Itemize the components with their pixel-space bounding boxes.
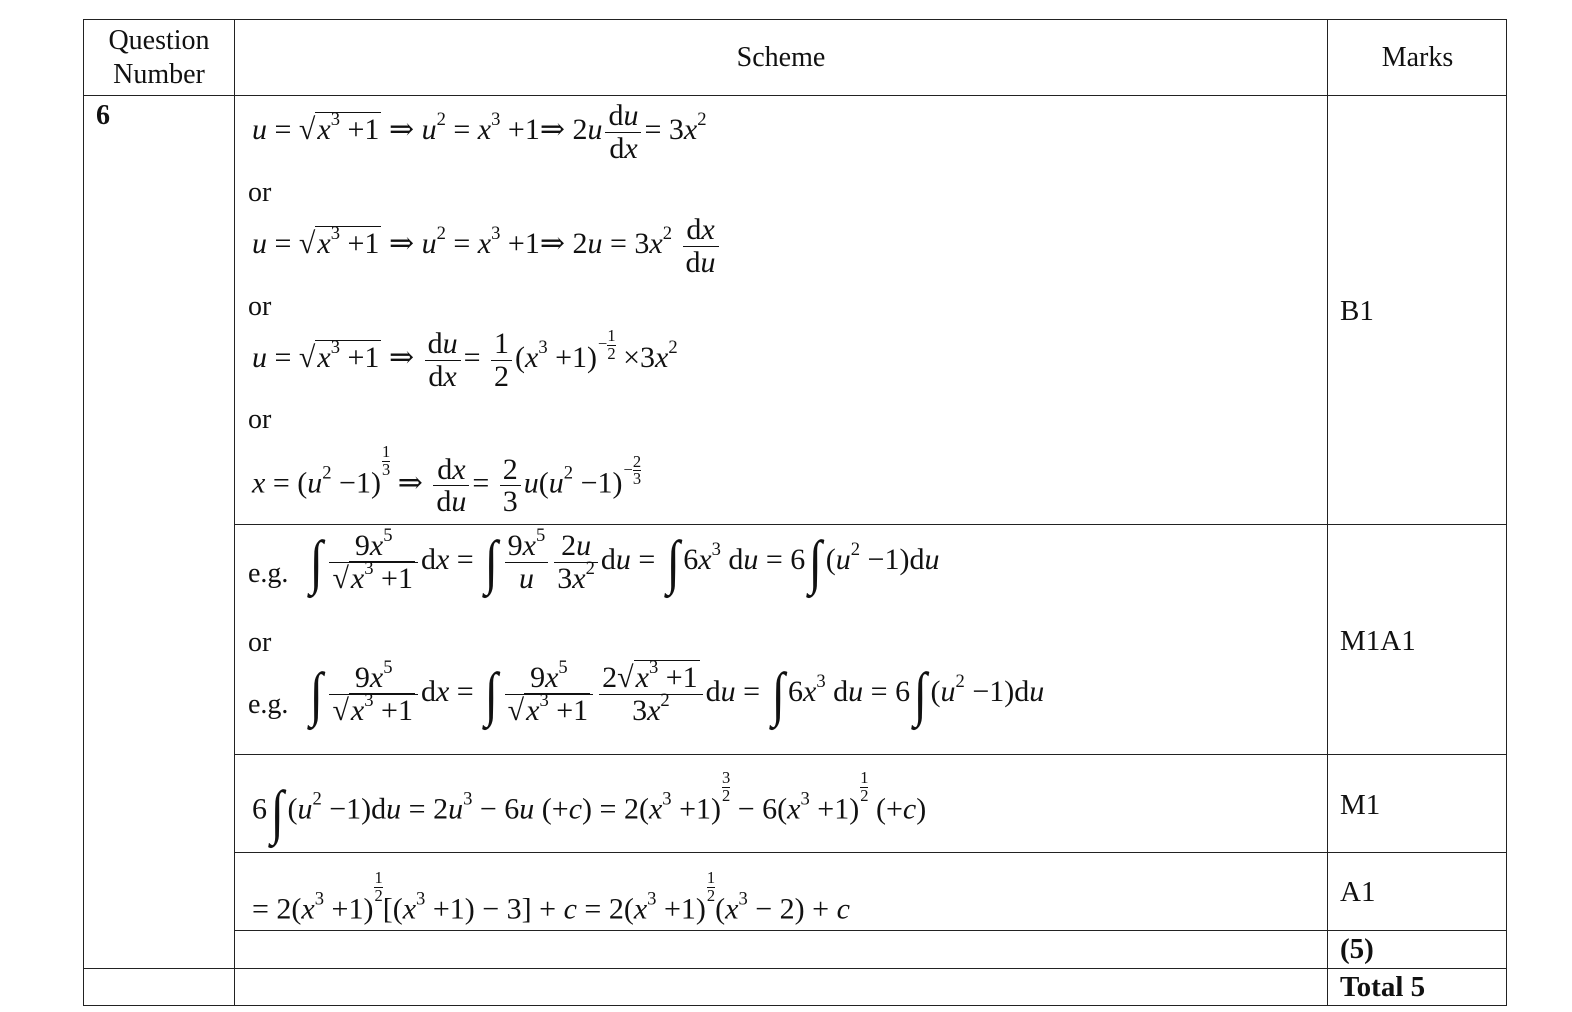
or-label: or [248, 291, 272, 322]
header-divider [83, 95, 1507, 96]
mark-m1a1: M1A1 [1340, 625, 1416, 657]
equation-7: 6∫ $(u^2 -1)du = 2u^3 - 6u$ $(+c) = 2(x^3 +1)$ $\frac{3}{2}$ − $6(x^3 +1)$ $\frac{1}{2}$ (+c) [252, 768, 927, 845]
mark-m1: M1 [1340, 789, 1381, 821]
mark-b1: B1 [1340, 295, 1374, 327]
mark-a1: A1 [1340, 876, 1376, 908]
eg-label: e.g. [248, 558, 289, 589]
mark-subtotal: (5) [1340, 933, 1374, 965]
equation-4: $x = (u^2 -1)$ $\frac{1}{3}$ ⇒ $\frac{dx}{du}$ = $\frac{2}{3}$ $u(u^2 -1)-$ $\frac{2}{3}$ [252, 442, 642, 519]
column-divider [234, 19, 235, 1006]
row-divider [234, 524, 1507, 525]
question-number: 6 [96, 100, 110, 131]
header-scheme: Scheme [736, 42, 826, 73]
column-divider [1327, 19, 1328, 1006]
or-label: or [248, 627, 272, 658]
equation-1: $u = √x^3 +1$ ⇒ $u^2 = x^3$ +1⇒ 2u $\frac{du}{dx}$ = $3x^2$ [252, 99, 707, 165]
equation-6: ∫ $\frac{9x^5}{√x^3 +1}$ dx = ∫ $\frac{9x^5}{√x^3 +1}$ $\frac{2√x^3 +1}{3x^2}$ du = ∫ $6x^3$ du = 6∫ $(u^2 -1)du$ [309, 657, 1045, 727]
equation-5: ∫ $\frac{9x^5}{√x^3 +1}$ dx = ∫ $\frac{9x^5}{u}$ $\frac{2u}{3x^2}$ du = ∫ $6x^3$ du = 6∫ $(u^2 -1)du$ [309, 525, 940, 595]
or-label: or [248, 404, 272, 435]
equation-3: $u = √x^3 +1$ ⇒ $\frac{du}{dx}$ = $\frac{1}{2}$ $(x^3 +1)-$ $\frac{1}{2}$ $\times 3x^2$ [252, 326, 678, 393]
header-marks: Marks [1381, 42, 1454, 73]
row-divider [83, 968, 1507, 969]
equation-2: $u = √x^3 +1$ ⇒ $u^2 = x^3$ +1⇒ $2u = 3x^2$ $\frac{dx}{du}$ [252, 214, 722, 278]
or-label: or [248, 177, 272, 208]
eg-label: e.g. [248, 689, 289, 720]
row-divider [234, 930, 1507, 931]
equation-8: = $2(x^3 +1)$ $\frac{1}{2}$ $[(x^3 +1) - 3] + c = 2(x^3 +1)$ $\frac{1}{2}$ $(x^3 - 2) + c$ [252, 868, 850, 926]
header-question-number: Question Number [108, 25, 210, 90]
mark-total: Total 5 [1340, 971, 1426, 1003]
row-divider [234, 754, 1507, 755]
row-divider [234, 852, 1507, 853]
